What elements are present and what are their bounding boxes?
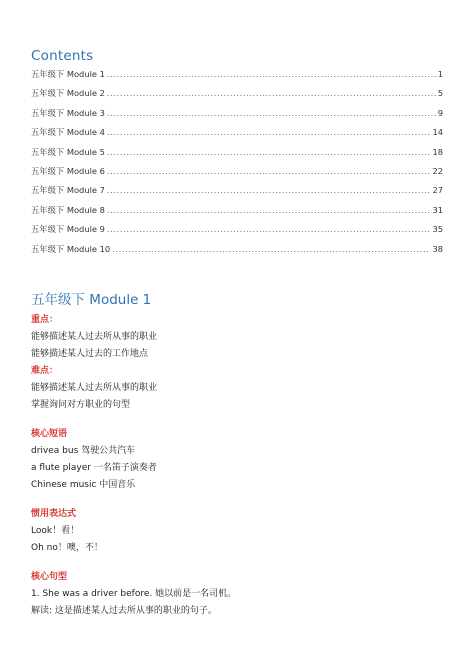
toc-entry[interactable] — [31, 107, 443, 126]
section-heading: 五年级下 Module 1 — [31, 292, 152, 308]
toc-entry-page: 9 — [437, 107, 443, 118]
phrase-item: Chinese music 中国音乐 — [31, 480, 136, 490]
toc-entry[interactable] — [31, 204, 443, 223]
toc-entry-page: 31 — [432, 204, 443, 215]
toc-entry[interactable] — [31, 184, 443, 203]
toc-entry-label: 五年级下 Module 2 — [31, 88, 105, 99]
phrases-label: 核心短语 — [31, 429, 68, 439]
toc-entry[interactable] — [31, 68, 443, 87]
toc-entry[interactable] — [31, 243, 443, 262]
toc-entry-page: 14 — [432, 127, 443, 138]
sentence-item: 解读: 这是描述某人过去所从事的职业的句子。 — [31, 606, 217, 616]
toc-entry-label: 五年级下 Module 3 — [31, 107, 105, 118]
toc-entry-label: 五年级下 Module 9 — [31, 224, 105, 235]
toc-entry-page: 22 — [432, 165, 443, 176]
toc-entry-label: 五年级下 Module 7 — [31, 185, 105, 196]
toc-entry[interactable] — [31, 165, 443, 184]
toc-entry-label: 五年级下 Module 6 — [31, 165, 105, 176]
key-points-label: 重点： — [31, 315, 59, 325]
expression-item: Oh no！噢，不！ — [31, 543, 103, 553]
key-point-item: 能够描述某人过去的工作地点 — [31, 349, 149, 359]
expression-item: Look！看！ — [31, 526, 80, 536]
toc-entry[interactable] — [31, 146, 443, 165]
toc-entry-page: 18 — [432, 146, 443, 157]
toc-leader-dots — [107, 127, 431, 137]
toc-entry-page: 27 — [432, 185, 443, 196]
toc-leader-dots — [107, 69, 436, 79]
toc-leader-dots — [107, 88, 436, 98]
table-of-contents — [31, 68, 443, 262]
toc-leader-dots — [107, 205, 431, 215]
toc-leader-dots — [112, 244, 430, 254]
toc-title: Contents — [31, 48, 94, 64]
key-point-item: 能够描述某人过去所从事的职业 — [31, 332, 158, 342]
toc-entry[interactable] — [31, 223, 443, 242]
toc-leader-dots — [107, 224, 431, 234]
toc-entry[interactable] — [31, 87, 443, 106]
toc-leader-dots — [107, 147, 431, 157]
toc-entry-page: 5 — [437, 88, 443, 99]
toc-leader-dots — [107, 185, 431, 195]
difficulty-item: 掌握询问对方职业的句型 — [31, 400, 131, 410]
toc-entry-page: 1 — [437, 69, 443, 79]
toc-entry-label: 五年级下 Module 10 — [31, 243, 111, 254]
toc-leader-dots — [107, 166, 431, 176]
phrase-item: drivea bus 驾驶公共汽车 — [31, 446, 136, 456]
toc-entry-label: 五年级下 Module 8 — [31, 204, 105, 215]
toc-entry-label: 五年级下 Module 1 — [31, 69, 105, 79]
toc-entry-label: 五年级下 Module 5 — [31, 146, 105, 157]
toc-leader-dots — [107, 108, 436, 118]
sentences-label: 核心句型 — [31, 572, 68, 582]
toc-entry-page: 38 — [432, 243, 443, 254]
toc-entry-page: 35 — [432, 224, 443, 235]
module-section — [31, 288, 443, 620]
sentence-item: 1. She was a driver before. 她以前是一名司机。 — [31, 589, 237, 599]
phrase-item: a flute player 一名笛子演奏者 — [31, 463, 157, 473]
difficulty-item: 能够描述某人过去所从事的职业 — [31, 383, 158, 393]
expressions-label: 惯用表达式 — [31, 509, 77, 519]
toc-entry-label: 五年级下 Module 4 — [31, 127, 105, 138]
toc-entry[interactable] — [31, 126, 443, 145]
difficulties-label: 难点： — [31, 366, 59, 376]
